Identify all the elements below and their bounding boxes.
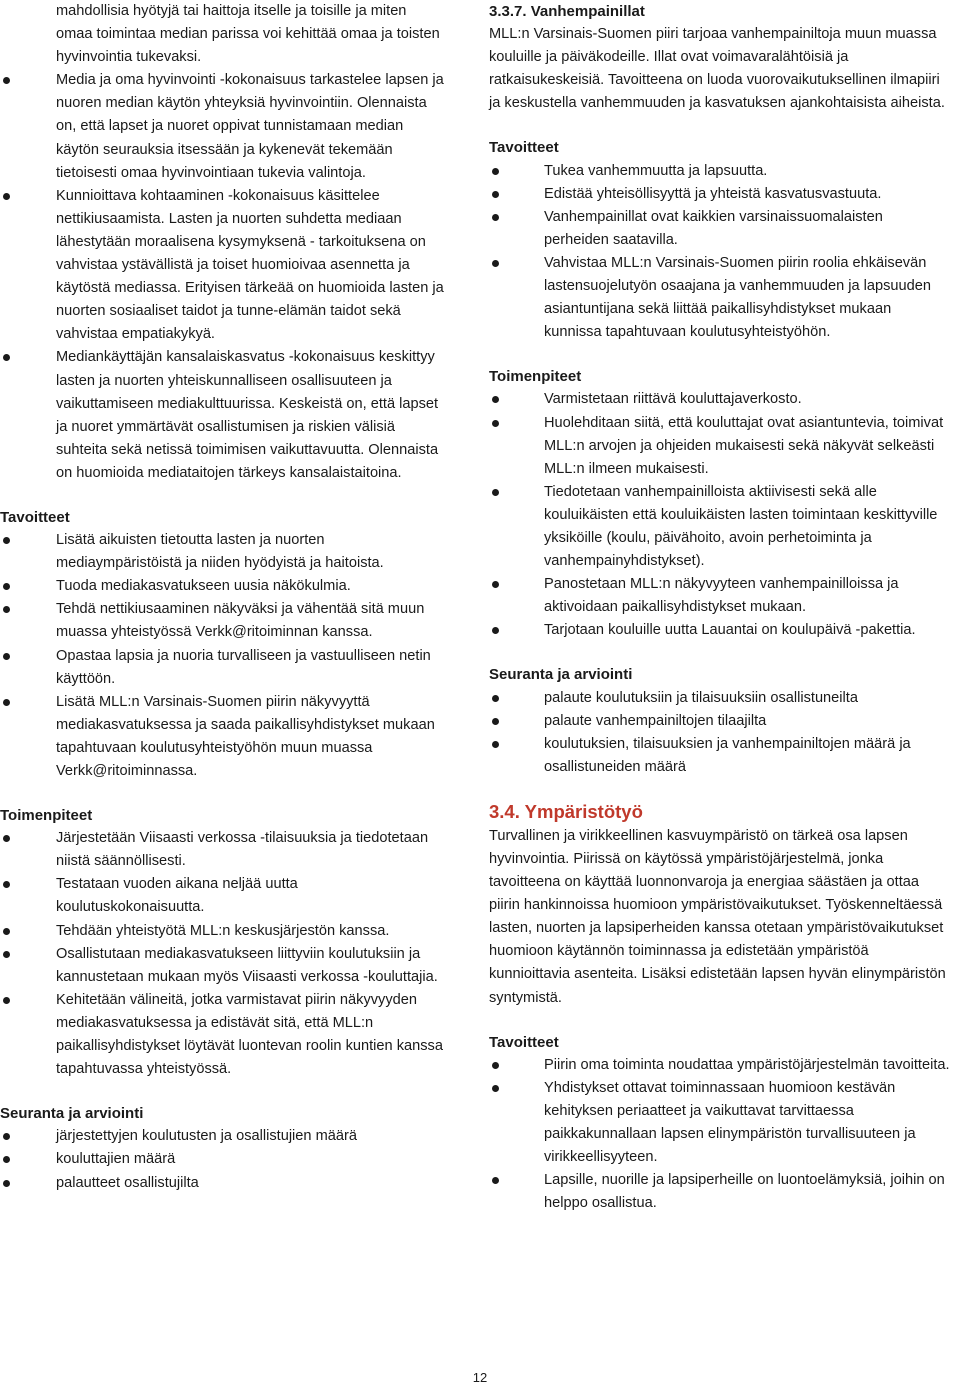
list-item: Vahvistaa MLL:n Varsinais-Suomen piirin roolia ehkäisevän lastensuojelutyön osaajana ja vanhemmuuden ja lapsuuden asiantuntijana sekä liittää paikallisyhdistykset mukaan kunnissa tapahtuvaan koulutusyhteistyöhön. (489, 252, 951, 344)
bullet-icon (492, 741, 499, 748)
bullet-icon (3, 1156, 10, 1163)
bullet-icon (3, 997, 10, 1004)
tavoitteet-list (489, 160, 951, 345)
list-item: Lisätä aikuisten tietoutta lasten ja nuorten mediaympäristöistä ja niiden hyödyistä ja haitoista. (0, 529, 446, 575)
section-title: 3.3.7. Vanhempainillat (489, 3, 645, 20)
bullet-icon (3, 537, 10, 544)
bullet-icon (492, 396, 499, 403)
section2-title: 3.4. Ympäristötyö (489, 800, 643, 822)
bullet-icon (492, 1177, 499, 1184)
toimenpiteet-list (0, 827, 446, 1081)
list-item: Media ja oma hyvinvointi -kokonaisuus tarkastelee lapsen ja nuoren median käytön yhteyksiä hyvinvointiin. Olennaista on, että lapset ja nuoret oppivat tunnistamaan median käytön seurauksia itsessään ja kykenevät tekemään tietoisesti omaa hyvinvointiaan tukevia valintoja. (0, 69, 446, 184)
bullet-icon (492, 214, 499, 221)
list-item: Tuoda mediakasvatukseen uusia näkökulmia. (0, 575, 446, 598)
list-item: järjestettyjen koulutusten ja osallistujien määrä (0, 1125, 446, 1148)
seuranta-list (0, 1125, 446, 1194)
page-number: 12 (472, 1370, 488, 1385)
list-item: Vanhempainillat ovat kaikkien varsinaissuomalaisten perheiden saatavilla. (489, 206, 951, 252)
list-item: Tukea vanhemmuutta ja lapsuutta. (489, 160, 951, 183)
section-intro: MLL:n Varsinais-Suomen piiri tarjoaa vanhempainiltoja muun muassa kouluille ja päiväkodeille. Illat ovat voimavaralähtöisiä ja ratkaisukeskeisiä. Tavoitteena on luoda vuorovaikutuksellinen ilmapiiri ja keskustella vanhemmuuden ja kasvatuksen ajankohtaisista aiheista. (489, 26, 945, 112)
list-item: kouluttajien määrä (0, 1148, 446, 1171)
list-item: Piirin oma toiminta noudattaa ympäristöjärjestelmän tavoitteita. (489, 1054, 951, 1077)
bullet-icon (492, 695, 499, 702)
bullet-icon (3, 583, 10, 590)
right-column (489, 0, 951, 1215)
bullet-icon (3, 699, 10, 706)
bullet-icon (492, 627, 499, 634)
tavoitteet-heading: Tavoitteet (489, 139, 559, 157)
bullet-icon (3, 606, 10, 613)
list-item: Edistää yhteisöllisyyttä ja yhteistä kasvatusvastuuta. (489, 183, 951, 206)
list-item: koulutuksien, tilaisuuksien ja vanhempainiltojen määrä ja osallistuneiden määrä (489, 733, 951, 779)
list-item: Varmistetaan riittävä kouluttajaverkosto. (489, 388, 951, 411)
bullet-icon (3, 1133, 10, 1140)
bullet-icon (3, 77, 10, 84)
list-item: Yhdistykset ottavat toiminnassaan huomioon kestävän kehityksen periaatteet ja vaikuttavat tarvittaessa paikkakunnallaan lapsen elinympäristön turvallisuuteen ja virikkeellisyyteen. (489, 1077, 951, 1169)
list-item: Tehdään yhteistyötä MLL:n keskusjärjestön kanssa. (0, 920, 446, 943)
toimenpiteet-heading: Toimenpiteet (489, 368, 582, 386)
bullet-icon (3, 1180, 10, 1187)
bullet-icon (492, 260, 499, 267)
tavoitteet-heading: Tavoitteet (0, 508, 70, 526)
toimenpiteet-heading: Toimenpiteet (0, 807, 93, 825)
bullet-icon (3, 881, 10, 888)
bullet-icon (492, 191, 499, 198)
seuranta-heading: Seuranta ja arviointi (489, 666, 633, 684)
continued-paragraph: mahdollisia hyötyjä tai haittoja itselle ja toisille ja miten omaa toimintaa median parissa voi kehittää omaa ja toisten hyvinvointia tukevaksi. (56, 3, 440, 66)
list-item: Mediankäyttäjän kansalaiskasvatus -kokonaisuus keskittyy lasten ja nuorten yhteiskunnalliseen osallisuuteen ja vaikuttamiseen mediakulttuurissa. Keskeistä on, että lapset ja nuoret ymmärtävät osallistumisen ja riskien välisiä suhteita sekä netissä toimimisen vaikuttavuutta. Olennaista on huomioida mediataitojen tärkeys kansalaistaitoina. (0, 346, 446, 485)
list-item: Tarjotaan kouluille uutta Lauantai on koulupäivä -pakettia. (489, 619, 951, 642)
section2-tavoitteet-heading: Tavoitteet (489, 1033, 559, 1051)
bullet-icon (3, 928, 10, 935)
bullet-icon (492, 420, 499, 427)
list-item: palaute vanhempainiltojen tilaajilta (489, 710, 951, 733)
tavoitteet-list (0, 529, 446, 783)
list-item: Kunnioittava kohtaaminen -kokonaisuus käsittelee nettikiusaamista. Lasten ja nuorten suhdetta mediaan lähestytään moraalisena kysymyksenä - tarkoituksena on vahvistaa ystävällistä ja toiset huomioivaa asennetta ja käytöstä mediassa. Erityisen tärkeää on huomioida lasten ja nuorten sosiaaliset taidot ja tunne-elämän taidot sekä vahvistaa empatiakykyä. (0, 185, 446, 347)
list-item: palautteet osallistujilta (0, 1172, 446, 1195)
list-item: palaute koulutuksiin ja tilaisuuksiin osallistuneilta (489, 687, 951, 710)
top-bullet-list (0, 69, 446, 485)
list-item: Panostetaan MLL:n näkyvyyteen vanhempainilloissa ja aktivoidaan paikallisyhdistykset mukaan. (489, 573, 951, 619)
bullet-icon (492, 1062, 499, 1069)
list-item: Tiedotetaan vanhempainilloista aktiivisesti sekä alle kouluikäisten että kouluikäisten lasten toimintaan keskittyville yksiköille (koulu, päivähoito, avoin perhetoiminta ja vanhempainyhdistykset). (489, 481, 951, 573)
toimenpiteet-list (489, 388, 951, 642)
bullet-icon (3, 951, 10, 958)
seuranta-list (489, 687, 951, 779)
bullet-icon (492, 581, 499, 588)
list-item: Testataan vuoden aikana neljää uutta koulutuskokonaisuutta. (0, 873, 446, 919)
section2-intro: Turvallinen ja virikkeellinen kasvuympäristö on tärkeä osa lapsen hyvinvointia. Piirissä on käytössä ympäristöjärjestelmä, jonka tavoitteena on käyttää luonnonvaroja ja energiaa säästäen ja ottaa piirin hankinnoissa huomioon ympäristövaikutukset. Työskenneltäessä lasten, nuorten ja lapsiperheiden kanssa otetaan ympäristövaikutukset huomioon käytännön toiminnassa ja edistetään ympäristöä kunnioittavia asenteita. Lisäksi edistetään lapsen hyvän elinympäristön syntymistä. (489, 827, 946, 1006)
bullet-icon (3, 354, 10, 361)
bullet-icon (492, 489, 499, 496)
list-item: Kehitetään välineitä, jotka varmistavat piirin näkyvyyden mediakasvatuksessa ja edistävät sitä, että MLL:n paikallisyhdistykset löytävät luontevan roolin kuntien kanssa tapahtuvassa yhteistyössä. (0, 989, 446, 1081)
bullet-icon (492, 168, 499, 175)
left-column (0, 0, 446, 1195)
list-item: Osallistutaan mediakasvatukseen liittyviin koulutuksiin ja kannustetaan mukaan myös Viisaasti verkossa -kouluttajia. (0, 943, 446, 989)
list-item: Opastaa lapsia ja nuoria turvalliseen ja vastuulliseen netin käyttöön. (0, 645, 446, 691)
list-item: Lapsille, nuorille ja lapsiperheille on luontoelämyksiä, joihin on helppo osallistua. (489, 1169, 951, 1215)
bullet-icon (3, 193, 10, 200)
list-item: Tehdä nettikiusaaminen näkyväksi ja vähentää sitä muun muassa yhteistyössä Verkk@ritoiminnan kanssa. (0, 598, 446, 644)
list-item: Järjestetään Viisaasti verkossa -tilaisuuksia ja tiedotetaan niistä säännöllisesti. (0, 827, 446, 873)
list-item: Huolehditaan siitä, että kouluttajat ovat asiantuntevia, toimivat MLL:n arvojen ja ohjeiden mukaisesti sekä näkyvät selkeästi MLL:n ilmeen mukaisesti. (489, 412, 951, 481)
bullet-icon (3, 653, 10, 660)
section2-tavoitteet-list (489, 1054, 951, 1216)
bullet-icon (3, 835, 10, 842)
bullet-icon (492, 718, 499, 725)
bullet-icon (492, 1085, 499, 1092)
seuranta-heading: Seuranta ja arviointi (0, 1105, 144, 1123)
list-item: Lisätä MLL:n Varsinais-Suomen piirin näkyvyyttä mediakasvatuksessa ja saada paikallisyhdistykset mukaan tapahtuvaan koulutusyhteistyöhön muun muassa Verkk@ritoiminnassa. (0, 691, 446, 783)
